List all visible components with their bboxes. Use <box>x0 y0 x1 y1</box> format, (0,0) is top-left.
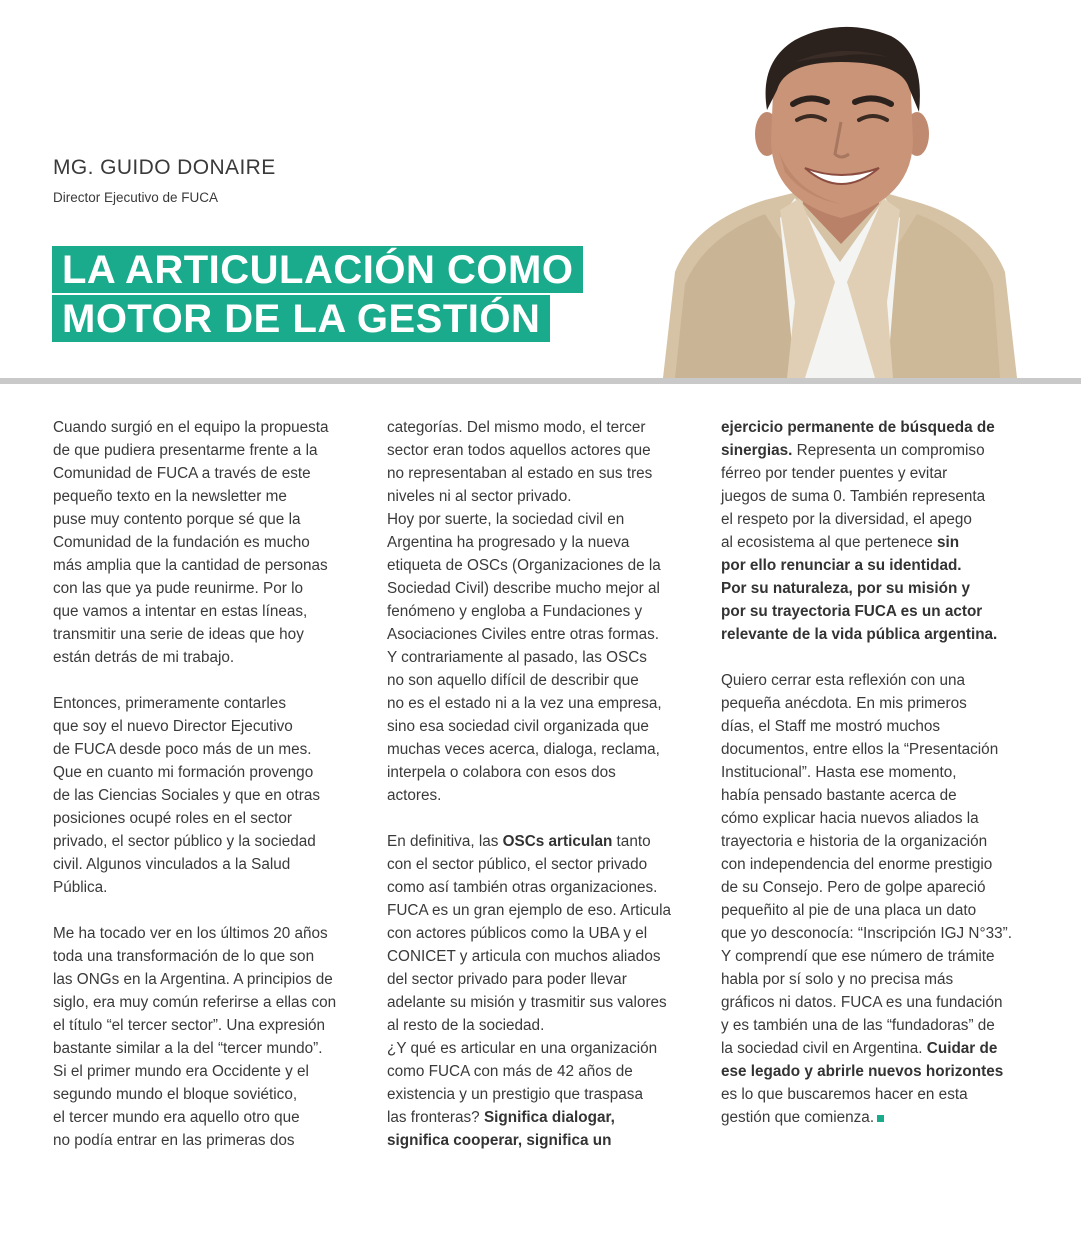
text-line: Y comprendí que ese número de trámite <box>721 948 995 965</box>
text-line: juegos de suma 0. También representa <box>721 488 986 505</box>
text-line: privado, el sector público y la sociedad <box>53 833 316 850</box>
text-line <box>721 439 1033 462</box>
text-line <box>721 1106 1033 1129</box>
author-role: Director Ejecutivo de FUCA <box>53 190 219 205</box>
text-line: están detrás de mi trabajo. <box>53 649 235 666</box>
text-line <box>721 1037 1033 1060</box>
text-line: cómo explicar hacia nuevos aliados la <box>721 810 979 827</box>
text-line <box>721 531 1033 554</box>
text-line: pequeño texto en la newsletter me <box>53 488 287 505</box>
text-line: interpela o colabora con esos dos <box>387 764 616 781</box>
text-line <box>721 554 1033 577</box>
text-line: fenómeno y engloba a Fundaciones y <box>387 603 643 620</box>
paragraph-gap <box>53 669 363 692</box>
text-line: ¿Y qué es articular en una organización <box>387 1040 658 1057</box>
text-line: no es el estado ni a la vez una empresa, <box>387 695 662 712</box>
text-line: de las Ciencias Sociales y que en otras <box>53 787 320 804</box>
text-line: que soy el nuevo Director Ejecutivo <box>53 718 293 735</box>
text-line: Hoy por suerte, la sociedad civil en <box>387 511 625 528</box>
text-line: que vamos a intentar en estas líneas, <box>53 603 308 620</box>
text-run-bold: ese legado y abrirle nuevos horizontes <box>721 1063 1004 1080</box>
text-line: Entonces, primeramente contarles <box>53 695 286 712</box>
text-run-bold: por ello renunciar a su identidad. <box>721 557 962 574</box>
article-column-3 <box>721 416 1033 1129</box>
text-line: no podía entrar en las primeras dos <box>53 1132 295 1149</box>
text-line: CONICET y articula con muchos aliados <box>387 948 661 965</box>
text-line: Comunidad de FUCA a través de este <box>53 465 311 482</box>
text-line: categorías. Del mismo modo, el tercer <box>387 419 646 436</box>
text-line: Argentina ha progresado y la nueva <box>387 534 630 551</box>
text-line <box>387 1129 697 1152</box>
text-line: y es también una de las “fundadoras” de <box>721 1017 995 1034</box>
text-line: que yo desconocía: “Inscripción IGJ N°33”. <box>721 925 1012 942</box>
text-line: Institucional”. Hasta ese momento, <box>721 764 957 781</box>
text-line <box>387 1106 697 1129</box>
text-line <box>721 577 1033 600</box>
text-line <box>721 416 1033 439</box>
text-line: transmitir una serie de ideas que hoy <box>53 626 304 643</box>
text-line: Si el primer mundo era Occidente y el <box>53 1063 309 1080</box>
text-line: no son aquello difícil de describir que <box>387 672 639 689</box>
text-line: con independencia del enorme prestigio <box>721 856 993 873</box>
text-line: había pensado bastante acerca de <box>721 787 957 804</box>
title-line-2: MOTOR DE LA GESTIÓN <box>52 295 550 342</box>
author-portrait <box>655 22 1020 378</box>
text-line: segundo mundo el bloque soviético, <box>53 1086 298 1103</box>
text-line: Me ha tocado ver en los últimos 20 años <box>53 925 328 942</box>
text-run-bold: por su trayectoria FUCA es un actor <box>721 603 983 620</box>
text-run-bold: Significa dialogar, <box>483 1109 615 1126</box>
text-line: como FUCA con más de 42 años de <box>387 1063 633 1080</box>
text-run-bold: Por su naturaleza, por su misión y <box>721 580 971 597</box>
text-line: más amplia que la cantidad de personas <box>53 557 328 574</box>
text-line: Que en cuanto mi formación provengo <box>53 764 314 781</box>
article-title <box>52 246 583 344</box>
text-run-bold: Cuidar de <box>926 1040 998 1057</box>
text-line: habla por sí solo y no precisa más <box>721 971 954 988</box>
text-line: trayectoria e historia de la organización <box>721 833 988 850</box>
text-line: adelante su misión y trasmitir sus valores <box>387 994 667 1011</box>
title-line-1: LA ARTICULACIÓN COMO <box>52 246 583 293</box>
text-line: de su Consejo. Pero de golpe apareció <box>721 879 986 896</box>
text-line: es lo que buscaremos hacer en esta <box>721 1086 968 1103</box>
text-run: la sociedad civil en Argentina. <box>721 1040 927 1057</box>
text-line: días, el Staff me mostró muchos <box>721 718 941 735</box>
text-line: documentos, entre ellos la “Presentación <box>721 741 999 758</box>
text-line: posiciones ocupé roles en el sector <box>53 810 292 827</box>
text-line: el título “el tercer sector”. Una expresión <box>53 1017 326 1034</box>
text-line: sino esa sociedad civil organizada que <box>387 718 649 735</box>
text-line: niveles ni al sector privado. <box>387 488 572 505</box>
paragraph-gap <box>53 899 363 922</box>
text-line: de FUCA desde poco más de un mes. <box>53 741 312 758</box>
text-line: Y contrariamente al pasado, las OSCs <box>387 649 647 666</box>
text-run: las fronteras? <box>387 1109 484 1126</box>
text-line: con actores públicos como la UBA y el <box>387 925 648 942</box>
text-run-bold: sin <box>937 534 960 551</box>
text-line <box>721 600 1033 623</box>
text-line: el tercer mundo era aquello otro que <box>53 1109 300 1126</box>
text-run-bold: significa cooperar, significa un <box>387 1132 612 1149</box>
text-line <box>721 1060 1033 1083</box>
text-line: del sector privado para poder llevar <box>387 971 627 988</box>
text-run: Representa un compromiso <box>792 442 985 459</box>
text-line: Comunidad de la fundación es mucho <box>53 534 310 551</box>
author-name: MG. GUIDO DONAIRE <box>53 156 276 179</box>
text-line: muchas veces acerca, dialoga, reclama, <box>387 741 660 758</box>
text-line: gráficos ni datos. FUCA es una fundación <box>721 994 1003 1011</box>
text-line: Cuando surgió en el equipo la propuesta <box>53 419 329 436</box>
text-line: toda una transformación de lo que son <box>53 948 315 965</box>
text-run-bold: relevante de la vida pública argentina. <box>721 626 998 643</box>
paragraph-gap <box>721 646 1033 669</box>
text-line: de que pudiera presentarme frente a la <box>53 442 318 459</box>
text-line: con las que ya pude reunirme. Por lo <box>53 580 303 597</box>
paragraph-gap <box>387 807 697 830</box>
article-column-1 <box>53 416 363 1152</box>
portrait-illustration <box>655 22 1020 378</box>
text-run: al ecosistema al que pertenece <box>721 534 937 551</box>
text-line: civil. Algunos vinculados a la Salud <box>53 856 291 873</box>
text-line: Pública. <box>53 879 108 896</box>
text-line: con el sector público, el sector privado <box>387 856 648 873</box>
text-line: al resto de la sociedad. <box>387 1017 545 1034</box>
text-run: tanto <box>612 833 651 850</box>
text-line: siglo, era muy común referirse a ellas con <box>53 994 337 1011</box>
text-run-bold: sinergias. <box>721 442 793 459</box>
text-line: las ONGs en la Argentina. A principios de <box>53 971 333 988</box>
text-line: pequeñito al pie de una placa un dato <box>721 902 977 919</box>
text-line: férreo por tender puentes y evitar <box>721 465 948 482</box>
text-line: sector eran todos aquellos actores que <box>387 442 651 459</box>
text-run-bold: ejercicio permanente de búsqueda de <box>721 419 995 436</box>
text-line: FUCA es un gran ejemplo de eso. Articula <box>387 902 671 919</box>
text-line: puse muy contento porque sé que la <box>53 511 301 528</box>
text-line: actores. <box>387 787 442 804</box>
end-mark-icon <box>877 1115 884 1122</box>
text-run: En definitiva, las <box>387 833 503 850</box>
text-line: Sociedad Civil) describe mucho mejor al <box>387 580 660 597</box>
text-line: existencia y un prestigio que traspasa <box>387 1086 643 1103</box>
text-line <box>387 830 697 853</box>
text-line: el respeto por la diversidad, el apego <box>721 511 972 528</box>
text-line: etiqueta de OSCs (Organizaciones de la <box>387 557 661 574</box>
text-line: Asociaciones Civiles entre otras formas. <box>387 626 660 643</box>
text-run: gestión que comienza. <box>721 1109 875 1126</box>
text-line: bastante similar a la del “tercer mundo”. <box>53 1040 323 1057</box>
text-line: no representaban al estado en sus tres <box>387 465 653 482</box>
article-column-2 <box>387 416 697 1152</box>
text-line: pequeña anécdota. En mis primeros <box>721 695 967 712</box>
text-line: Quiero cerrar esta reflexión con una <box>721 672 966 689</box>
text-line: como así también otras organizaciones. <box>387 879 658 896</box>
text-line <box>721 623 1033 646</box>
header-divider <box>0 378 1081 384</box>
text-run-bold: OSCs articulan <box>502 833 613 850</box>
